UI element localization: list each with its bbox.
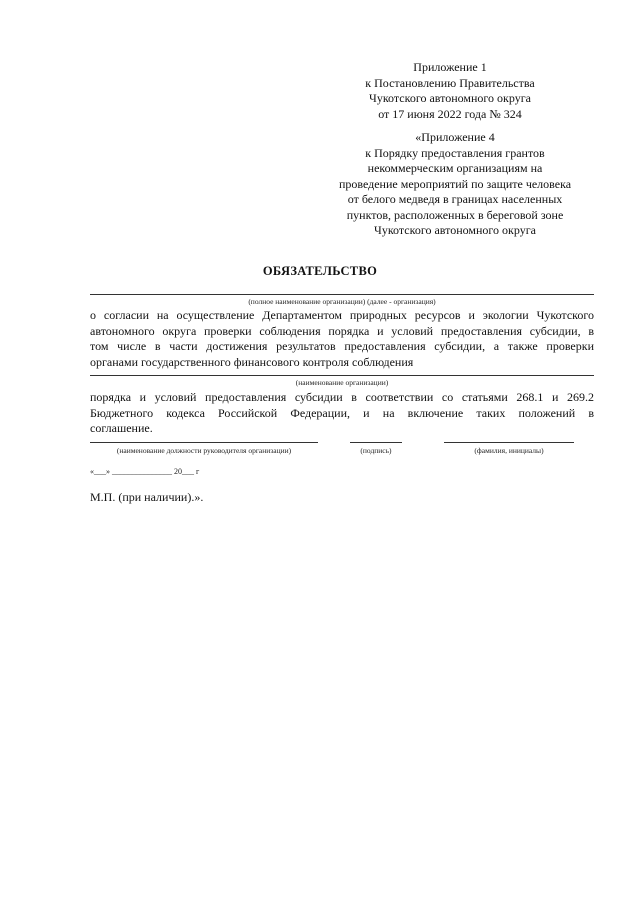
date-line: «___» _______________ 20___ г xyxy=(90,467,200,476)
appendix-4-line: Чукотского автономного округа xyxy=(374,223,536,237)
appendix-1-line: Чукотского автономного округа xyxy=(369,91,531,105)
appendix-4-header xyxy=(330,130,580,239)
appendix-1-line: к Постановлению Правительства xyxy=(365,75,535,90)
document-title: ОБЯЗАТЕЛЬСТВО xyxy=(262,264,378,278)
org-full-name-line xyxy=(90,294,594,295)
consent-paragraph xyxy=(90,308,594,370)
appendix-1-line: от 17 июня 2022 года № 324 xyxy=(378,106,522,121)
appendix-4-line: некоммерческим организациям на xyxy=(367,161,543,175)
paragraph-line: соглашение. xyxy=(90,421,153,435)
appendix-1-header xyxy=(345,60,555,122)
paragraph-line: порядка и условий предоставления субсидии в соответствии со статьями 268.1 и 269.2 xyxy=(90,390,594,404)
position-line xyxy=(90,442,318,443)
appendix-4-line: к Порядку предоставления грантов xyxy=(365,145,545,160)
compliance-paragraph xyxy=(90,390,594,437)
signature-line xyxy=(350,442,402,443)
appendix-4-line: «Приложение 4 xyxy=(415,130,495,144)
full-name-line xyxy=(444,442,574,443)
appendix-4-line: проведение мероприятий по защите человека xyxy=(338,176,572,191)
appendix-4-line: пунктов, расположенных в береговой зоне xyxy=(346,207,564,222)
signature-caption: (подпись) xyxy=(360,446,392,455)
org-name-caption: (наименование организации) xyxy=(295,378,389,387)
org-full-name-caption: (полное наименование организации) (далее - организация) xyxy=(248,297,436,306)
full-name-caption: (фамилия, инициалы) xyxy=(474,446,544,455)
position-caption: (наименование должности руководителя организации) xyxy=(116,446,292,455)
paragraph-line: о согласии на осуществление Департаментом природных ресурсов и экологии Чукотского xyxy=(90,308,594,322)
paragraph-line: том числе в части достижения результатов предоставления субсидии, а также проверки xyxy=(90,339,594,353)
paragraph-line: органами государственного финансового контроля соблюдения xyxy=(90,354,414,369)
appendix-1-line: Приложение 1 xyxy=(413,60,487,74)
appendix-4-line: от белого медведя в границах населенных xyxy=(347,192,563,206)
paragraph-line: Бюджетного кодекса Российской Федерации, и на включение таких положений в xyxy=(90,405,594,420)
paragraph-line: автономного округа проверки соблюдения порядка и условий предоставления субсидии, в xyxy=(90,323,594,338)
seal-note: М.П. (при наличии).». xyxy=(90,490,204,504)
org-name-line xyxy=(90,375,594,376)
